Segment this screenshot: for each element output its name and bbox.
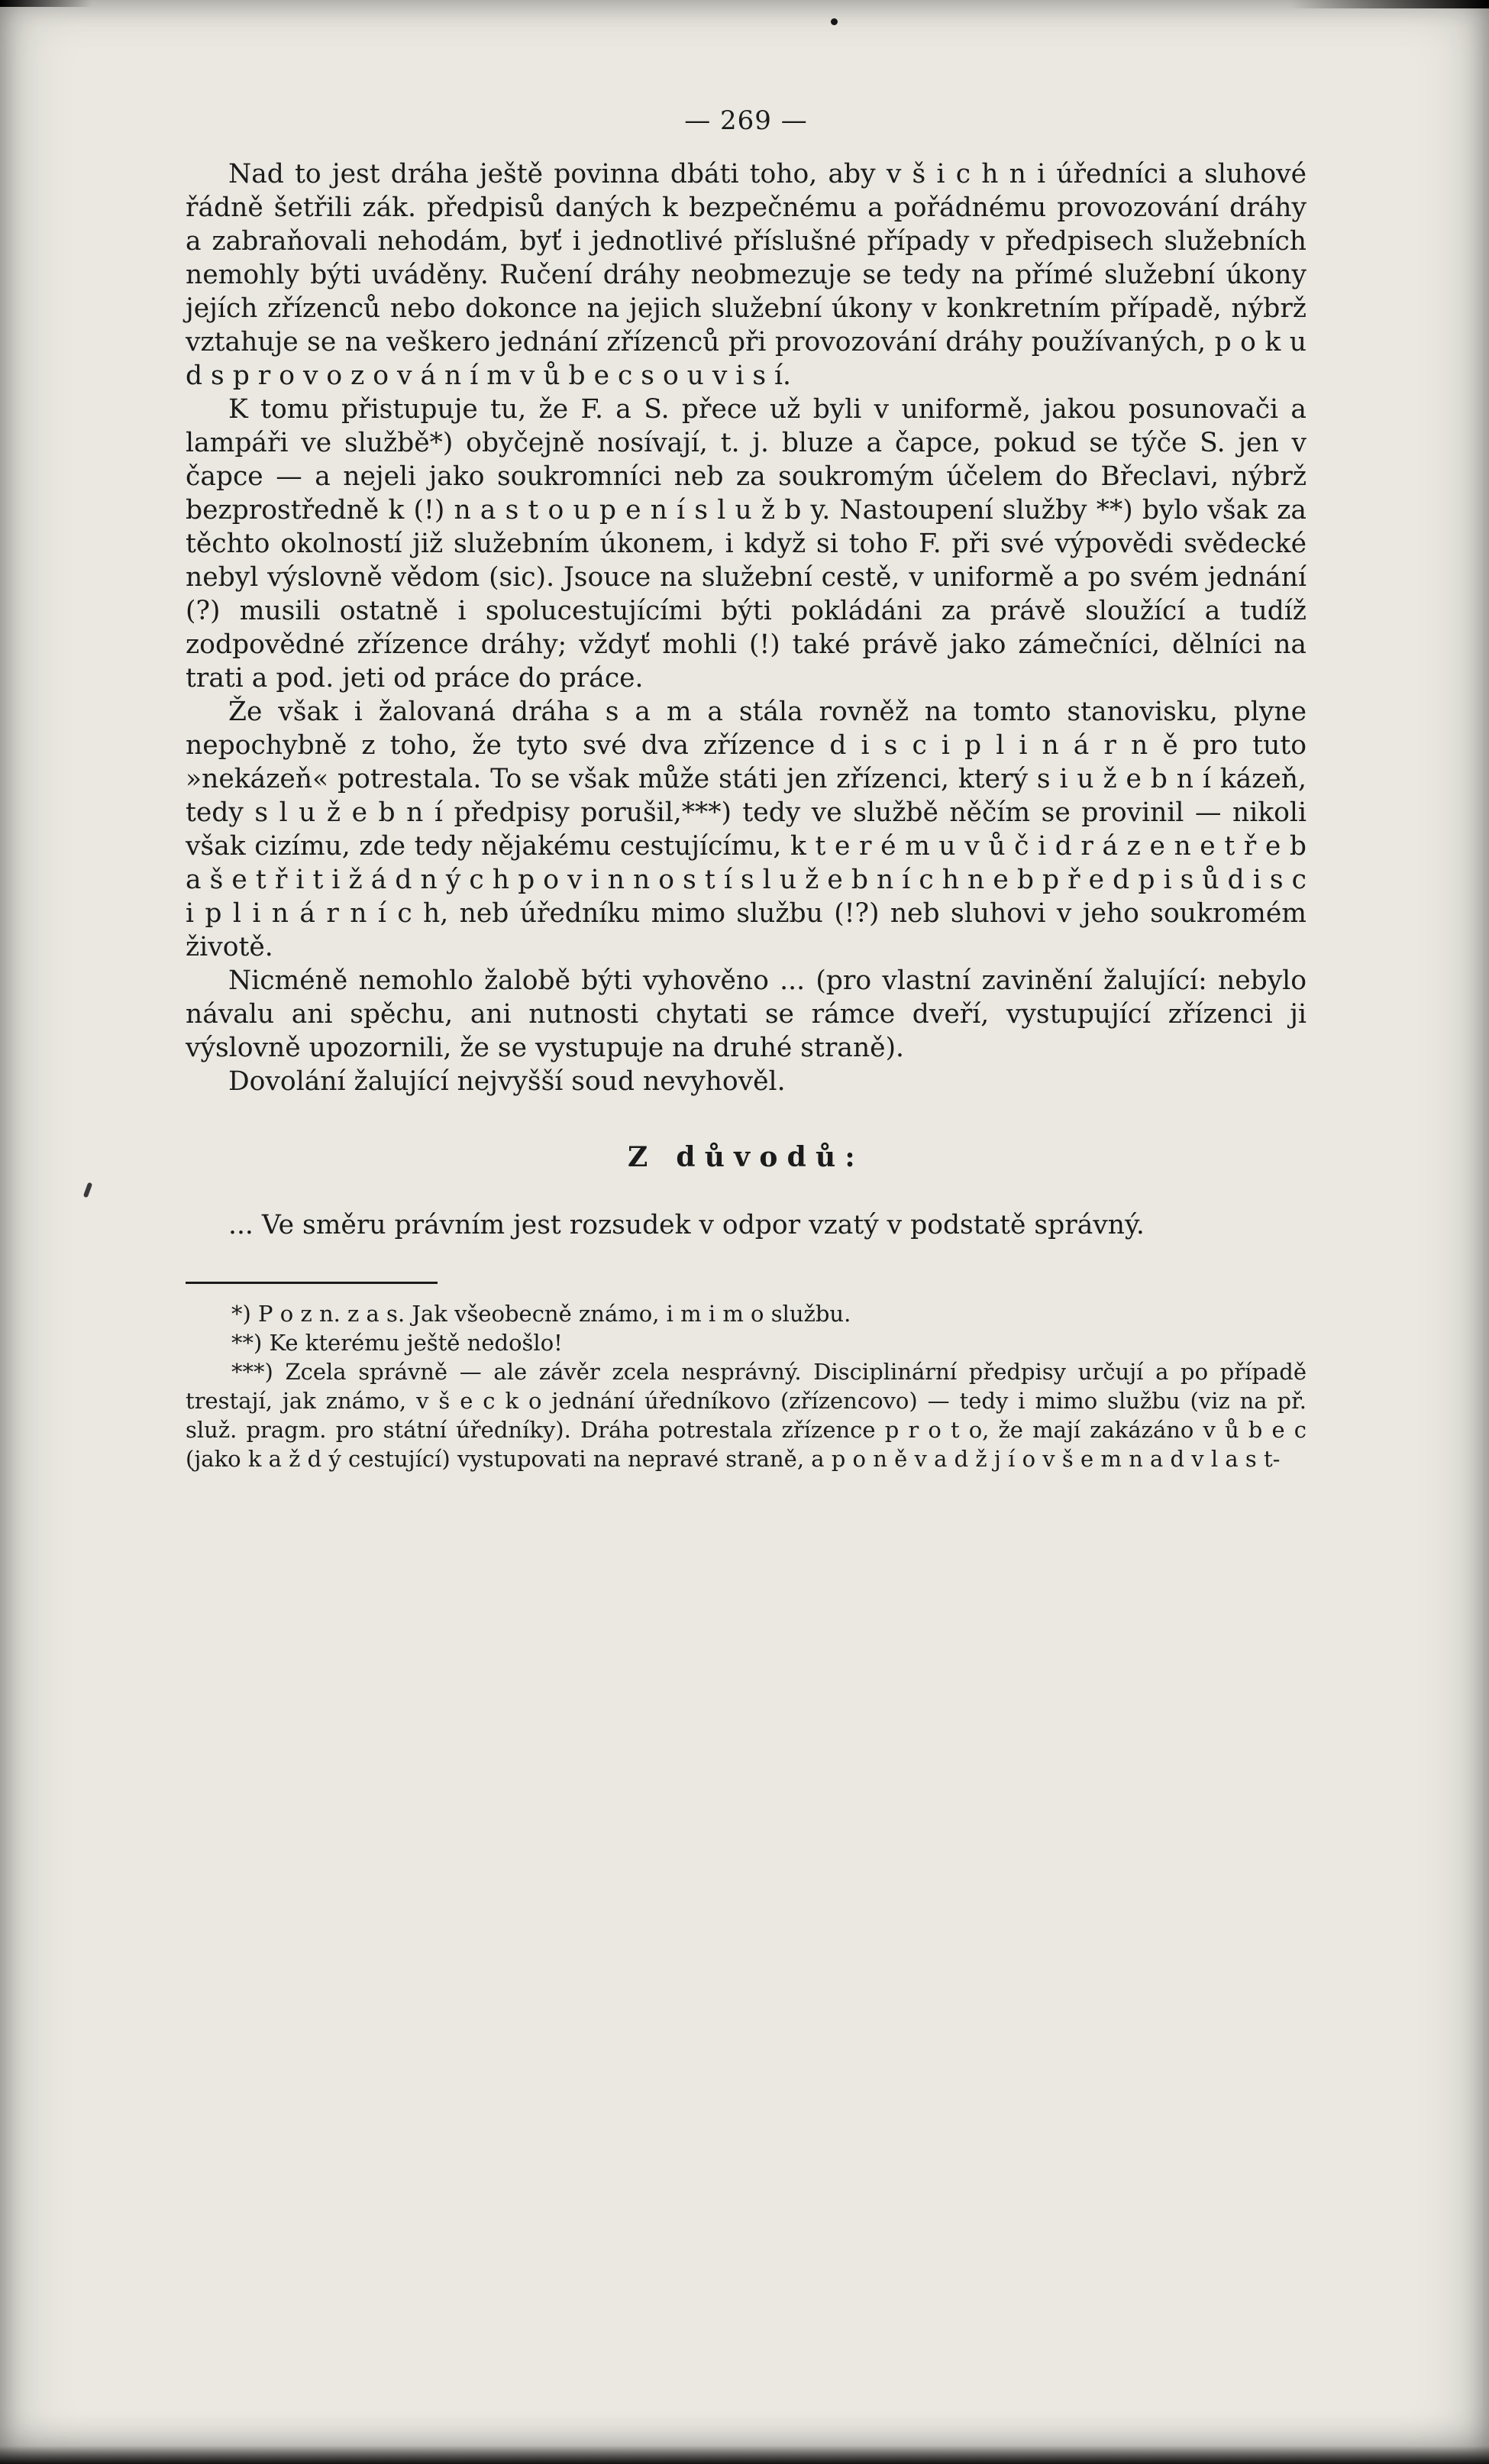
footnote: **) Ke kterému ještě nedošlo! — [231, 1330, 563, 1356]
scan-speck — [83, 1182, 92, 1198]
scan-edge-top-right — [1290, 0, 1489, 8]
text-block — [186, 105, 1307, 1473]
section-heading: Z důvodů: — [628, 1141, 864, 1173]
page-number: — 269 — — [684, 105, 808, 136]
paragraph: Nicméně nemohlo žalobě býti vyhověno ... (pro vlastní zavinění žalující: nebylo návalu ani spěchu, ani nutnosti chytati se rámce dveří, vystupující zřízenci ji výslovně upozornili, že se vystupuje na druhé straně). — [186, 965, 1307, 1063]
paragraph: K tomu přistupuje tu, že F. a S. přece už byli v uniformě, jakou posunovači a lampáři ve službě*) obyčejně nosívají, t. j. bluze a čapce, pokud se týče S. jen v čapce — a nejeli jako soukromníci neb za soukromým účelem do Břeclavi, nýbrž bezprostředně k (!) n a s t o u p e n í s l u ž b y. Nastoupení služby **) bylo však za těchto okolností již služebním úkonem, i když si toho F. při své výpovědi svědecké nebyl výslovně vědom (sic). Jsouce na služební cestě, v uniformě a po svém jednání (?) musili ostatně i spolucestujícími býti pokládáni za právě sloužící a tudíž zodpovědné zřízence dráhy; vždyť mohli (!) také právě jako zámečníci, dělníci na trati a pod. jeti od práce do práce. — [186, 394, 1307, 694]
paragraph: Nad to jest dráha ještě povinna dbáti toho, aby v š i c h n i úředníci a sluhové řádně šetřili zák. předpisů daných k bezpečnému a pořádnému provozování dráhy a zabraňovali nehodám, byť i jednotlivé příslušné případy v předpisech služebních nemohly býti uváděny. Ručení dráhy neobmezuje se tedy na přímé služební úkony jejích zřízenců nebo dokonce na jejich služební úkony v konkretním případě, nýbrž vztahuje se na veškero jednání zřízenců při provozování dráhy používaných, p o k u d s p r o v o z o v á n í m v ů b e c s o u v i s í. — [186, 159, 1307, 391]
paragraph: Že však i žalovaná dráha s a m a stála rovněž na tomto stanovisku, plyne nepochybně z toho, že tyto své dva zřízence d i s c i p l i n á r n ě pro tuto »nekázeň« potrestala. To se však může státi jen zřízenci, který s i u ž e b n í kázeň, tedy s l u ž e b n í předpisy porušil,***) tedy ve službě něčím se provinil — nikoli však cizímu, zde tedy nějakému cestujícímu, k t e r é m u v ů č i d r á z e n e t ř e b a š e t ř i t i ž á d n ý c h p o v i n n o s t í s l u ž e b n í c h n e b p ř e d p i s ů d i s c i p l i n á r n í c h, neb úředníku mimo službu (!?) neb sluhovi v jeho soukromém životě. — [186, 697, 1307, 962]
footnote-separator — [186, 1282, 438, 1284]
footnote: ***) Zcela správně — ale závěr zcela nesprávný. Disciplinární předpisy určují a po případě trestají, jak známo, v š e c k o jednání úředníkovo (zřízencovo) — tedy i mimo službu (viz na př. služ. pragm. pro státní úředníky). Dráha potrestala zřízence p r o t o, že mají zakázáno v ů b e c (jako k a ž d ý cestující) vystupovati na nepravé straně, a p o n ě v a d ž j í o v š e m n a d v l a s t- — [186, 1359, 1307, 1472]
scan-edge-top-left — [0, 0, 92, 7]
footnotes-block — [186, 1282, 1307, 1473]
footnote: *) P o z n. z a s. Jak všeobecně známo, i m i m o službu. — [231, 1301, 851, 1327]
paragraph: Dovolání žalující nejvyšší soud nevyhověl. — [228, 1066, 786, 1097]
scan-edge-bottom — [0, 2446, 1489, 2464]
scan-speck — [831, 18, 838, 25]
paragraph: ... Ve směru právním jest rozsudek v odpor vzatý v podstatě správný. — [228, 1210, 1145, 1240]
